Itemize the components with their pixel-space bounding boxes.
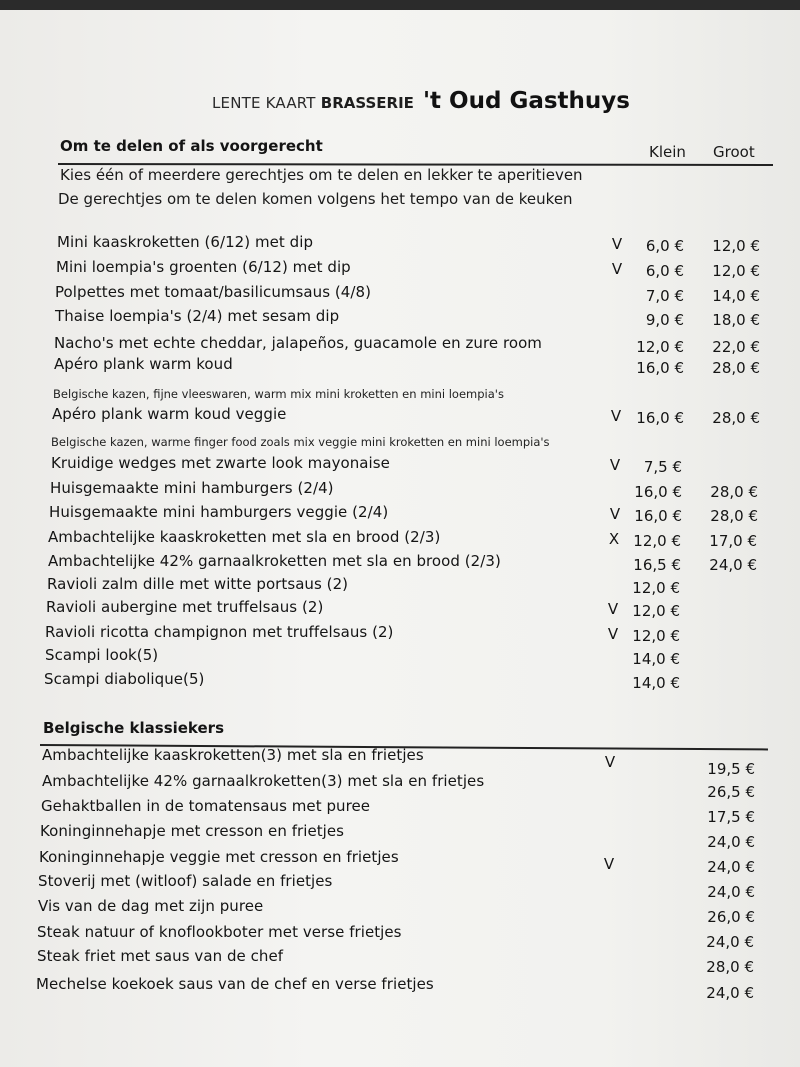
menu-item-price: 28,0 € (706, 958, 754, 976)
menu-item-name: Nacho's met echte cheddar, jalapeños, guacamole en zure room (54, 334, 542, 352)
menu-item-name: Apéro plank warm koud veggie (52, 405, 287, 423)
veggie-marker: V (607, 625, 619, 643)
veggie-marker: V (607, 600, 619, 618)
price-groot: 12,0 € (712, 237, 760, 255)
price-klein: 16,0 € (634, 483, 682, 501)
menu-item-name: Scampi diabolique(5) (44, 670, 205, 688)
veggie-marker: V (611, 260, 623, 278)
price-groot: 28,0 € (712, 409, 760, 427)
menu-item-name: Mechelse koekoek saus van de chef en verse frietjes (36, 975, 434, 993)
intro-line: Kies één of meerdere gerechtjes om te delen en lekker te aperitieven (60, 166, 583, 184)
price-klein: 14,0 € (632, 674, 680, 692)
menu-item-price: 17,5 € (707, 808, 755, 826)
menu-item-name: Vis van de dag met zijn puree (38, 897, 264, 915)
price-groot: 28,0 € (710, 483, 758, 501)
menu-item-description: Belgische kazen, warme finger food zoals mix veggie mini kroketten en mini loempia's (51, 435, 550, 449)
price-groot: 28,0 € (710, 507, 758, 525)
price-klein: 6,0 € (645, 262, 684, 280)
price-groot: 24,0 € (709, 556, 757, 574)
price-groot: 14,0 € (712, 287, 760, 305)
menu-item-price: 24,0 € (706, 933, 754, 951)
menu-item-name: Stoverij met (witloof) salade en frietjes (38, 872, 333, 890)
menu-item-description: Belgische kazen, fijne vleeswaren, warm mix mini kroketten en mini loempia's (53, 387, 504, 401)
menu-item-name: Mini loempia's groenten (6/12) met dip (56, 258, 351, 276)
menu-item-name: Kruidige wedges met zwarte look mayonaise (51, 454, 390, 472)
menu-item-name: Ambachtelijke 42% garnaalkroketten(3) met sla en frietjes (42, 772, 485, 790)
menu-item-price: 24,0 € (707, 858, 755, 876)
price-klein: 12,0 € (632, 627, 680, 645)
veggie-marker: V (604, 753, 616, 771)
menu-item-name: Steak friet met saus van de chef (37, 947, 284, 965)
menu-item-name: Steak natuur of knoflookboter met verse frietjes (37, 923, 402, 941)
menu-item-price: 19,5 € (707, 760, 755, 778)
price-groot: 22,0 € (712, 338, 760, 356)
menu-item-name: Scampi look(5) (45, 646, 159, 664)
price-groot: 12,0 € (712, 262, 760, 280)
price-klein: 7,5 € (643, 458, 682, 476)
menu-item-price: 26,5 € (707, 783, 755, 801)
price-klein: 16,0 € (636, 409, 684, 427)
veggie-marker: V (603, 855, 615, 873)
header-prefix: LENTE KAART (212, 94, 316, 112)
column-header-groot: Groot (713, 143, 755, 161)
price-klein: 16,0 € (636, 359, 684, 377)
menu-item-name: Apéro plank warm koud (54, 355, 233, 373)
menu-item-name: Polpettes met tomaat/basilicumsaus (4/8) (55, 283, 371, 301)
menu-header (212, 88, 630, 114)
price-klein: 12,0 € (636, 338, 684, 356)
veggie-marker: V (609, 456, 621, 474)
section-title-sharing: Om te delen of als voorgerecht (60, 137, 323, 155)
veggie-marker: V (610, 407, 622, 425)
price-groot: 17,0 € (709, 532, 757, 550)
menu-item-name: Koninginnehapje met cresson en frietjes (40, 822, 345, 840)
menu-item-name: Ambachtelijke kaaskroketten met sla en brood (2/3) (48, 528, 441, 546)
menu-item-price: 24,0 € (706, 984, 754, 1002)
section-title-classics: Belgische klassiekers (43, 719, 225, 737)
menu-item-name: Ambachtelijke kaaskroketten(3) met sla en frietjes (42, 746, 424, 764)
menu-item-price: 26,0 € (707, 908, 755, 926)
menu-item-price: 24,0 € (707, 833, 755, 851)
menu-item-name: Huisgemaakte mini hamburgers veggie (2/4) (49, 503, 389, 521)
restaurant-name: 't Oud Gasthuys (423, 88, 630, 114)
veggie-marker: V (611, 235, 623, 253)
veggie-marker: X (608, 530, 620, 548)
menu-item-name: Gehaktballen in de tomatensaus met puree (41, 797, 371, 815)
menu-item-name: Huisgemaakte mini hamburgers (2/4) (50, 479, 334, 497)
menu-item-name: Koninginnehapje veggie met cresson en frietjes (39, 848, 399, 866)
price-klein: 16,5 € (633, 556, 681, 574)
price-klein: 7,0 € (645, 287, 684, 305)
price-groot: 28,0 € (712, 359, 760, 377)
menu-item-name: Thaise loempia's (2/4) met sesam dip (55, 307, 340, 325)
menu-item-name: Mini kaaskroketten (6/12) met dip (57, 233, 314, 251)
price-klein: 12,0 € (632, 579, 680, 597)
menu-item-name: Ravioli ricotta champignon met truffelsaus (2) (45, 623, 394, 641)
column-header-klein: Klein (649, 143, 686, 161)
price-klein: 16,0 € (634, 507, 682, 525)
price-klein: 9,0 € (645, 311, 684, 329)
price-klein: 6,0 € (645, 237, 684, 255)
top-edge-shadow (0, 0, 800, 10)
price-klein: 12,0 € (632, 602, 680, 620)
veggie-marker: V (609, 505, 621, 523)
menu-item-name: Ravioli aubergine met truffelsaus (2) (46, 598, 324, 616)
menu-item-name: Ravioli zalm dille met witte portsaus (2) (47, 575, 349, 593)
menu-item-name: Ambachtelijke 42% garnaalkroketten met sla en brood (2/3) (48, 552, 501, 570)
header-brand: BRASSERIE (320, 94, 414, 112)
price-klein: 14,0 € (632, 650, 680, 668)
price-groot: 18,0 € (712, 311, 760, 329)
intro-line: De gerechtjes om te delen komen volgens het tempo van de keuken (58, 190, 573, 208)
menu-item-price: 24,0 € (707, 883, 755, 901)
price-klein: 12,0 € (633, 532, 681, 550)
